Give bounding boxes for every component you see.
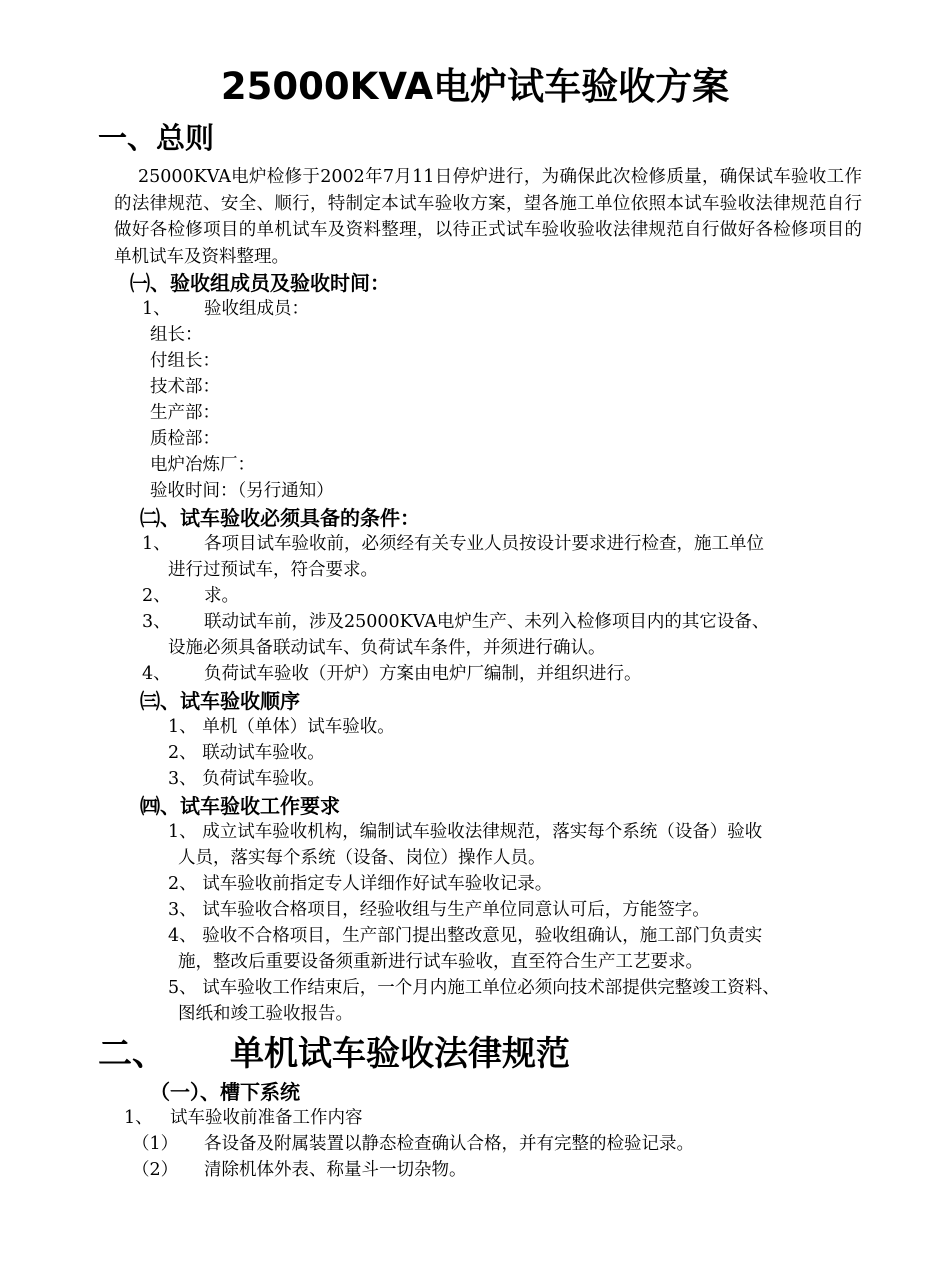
item-number: （2） bbox=[132, 1160, 179, 1180]
subheading-trough-system: （一）、槽下系统 bbox=[150, 1080, 300, 1104]
list-item bbox=[132, 1157, 467, 1183]
subheading-team-and-time: ㈠、验收组成员及验收时间： bbox=[130, 271, 390, 295]
item-continuation: 图纸和竣工验收报告。 bbox=[178, 1004, 353, 1024]
list-item bbox=[142, 531, 764, 557]
member-line: 组长： bbox=[150, 325, 203, 345]
list-item bbox=[142, 583, 239, 609]
list-item bbox=[142, 609, 770, 635]
item-number: 1、 bbox=[142, 299, 171, 319]
list-item: 1、 单机（单体）试车验收。 bbox=[168, 717, 395, 737]
item-text: 负荷试车验收（开炉）方案由电炉厂编制，并组织进行。 bbox=[204, 664, 642, 684]
document-title: 25000KVA电炉试车验收方案 bbox=[220, 65, 730, 108]
item-continuation: 施，整改后重要设备须重新进行试车验收，直至符合生产工艺要求。 bbox=[178, 952, 703, 972]
list-item: 1、 成立试车验收机构，编制试车验收法律规范，落实每个系统（设备）验收 bbox=[168, 822, 763, 842]
member-line: 质检部： bbox=[150, 429, 220, 449]
member-line: 技术部： bbox=[150, 377, 220, 397]
item-text: 各设备及附属装置以静态检查确认合格，并有完整的检验记录。 bbox=[204, 1134, 694, 1154]
section-heading-general: 一、总则 bbox=[98, 121, 215, 155]
subheading-conditions: ㈡、试车验收必须具备的条件： bbox=[140, 506, 420, 530]
section-number: 二、 bbox=[98, 1034, 166, 1074]
item-number: 1、 bbox=[142, 534, 171, 554]
list-item: 3、 负荷试车验收。 bbox=[168, 769, 325, 789]
intro-paragraph: 25000KVA电炉检修于2002年7月11日停炉进行，为确保此次检修质量，确保试车验收工作的法律规范、安全、顺行，特制定本试车验收方案，望各施工单位依照本试车验收法律规范自行做好各检修项目的单机试车及资料整理，以待正式试车验收验收法律规范自行做好各检修项目的单机试车及资料整理。 bbox=[114, 167, 862, 267]
item-text: 求。 bbox=[204, 586, 239, 606]
section-title: 单机试车验收法律规范 bbox=[230, 1034, 570, 1074]
list-item: 5、 试车验收工作结束后，一个月内施工单位必须向技术部提供完整竣工资料、 bbox=[168, 978, 780, 998]
item-continuation: 人员，落实每个系统（设备、岗位）操作人员。 bbox=[178, 848, 546, 868]
member-line: 生产部： bbox=[150, 403, 220, 423]
acceptance-time-line: 验收时间：（另行通知） bbox=[150, 481, 334, 501]
member-line: 付组长： bbox=[150, 351, 220, 371]
list-item: 2、 试车验收前指定专人详细作好试车验收记录。 bbox=[168, 874, 553, 894]
item-number: 3、 bbox=[142, 612, 171, 632]
subheading-requirements: ㈣、试车验收工作要求 bbox=[140, 794, 340, 818]
item-number: 1、 bbox=[124, 1108, 153, 1128]
list-item: 3、 试车验收合格项目，经验收组与生产单位同意认可后，方能签字。 bbox=[168, 900, 710, 920]
list-item bbox=[124, 1105, 363, 1131]
item-text: 各项目试车验收前，必须经有关专业人员按设计要求进行检查，施工单位 bbox=[204, 534, 764, 554]
list-item: 2、 联动试车验收。 bbox=[168, 743, 325, 763]
item-number: 2、 bbox=[142, 586, 171, 606]
subheading-order: ㈢、试车验收顺序 bbox=[140, 689, 300, 713]
item-text: 验收组成员： bbox=[204, 299, 309, 319]
member-line: 电炉冶炼厂： bbox=[150, 455, 255, 475]
list-item bbox=[142, 661, 642, 687]
item-text: 试车验收前准备工作内容 bbox=[170, 1108, 363, 1128]
item-number: （1） bbox=[132, 1134, 179, 1154]
item-text: 联动试车前，涉及25000KVA电炉生产、未列入检修项目内的其它设备、 bbox=[204, 612, 770, 632]
item-continuation: 设施必须具备联动试车、负荷试车条件，并须进行确认。 bbox=[168, 638, 606, 658]
item-continuation: 进行过预试车，符合要求。 bbox=[168, 560, 378, 580]
list-item bbox=[142, 296, 309, 322]
section-heading-single-machine bbox=[98, 1030, 570, 1078]
item-text: 清除机体外表、称量斗一切杂物。 bbox=[204, 1160, 467, 1180]
list-item: 4、 验收不合格项目，生产部门提出整改意见，验收组确认，施工部门负责实 bbox=[168, 926, 763, 946]
item-number: 4、 bbox=[142, 664, 171, 684]
list-item bbox=[132, 1131, 694, 1157]
